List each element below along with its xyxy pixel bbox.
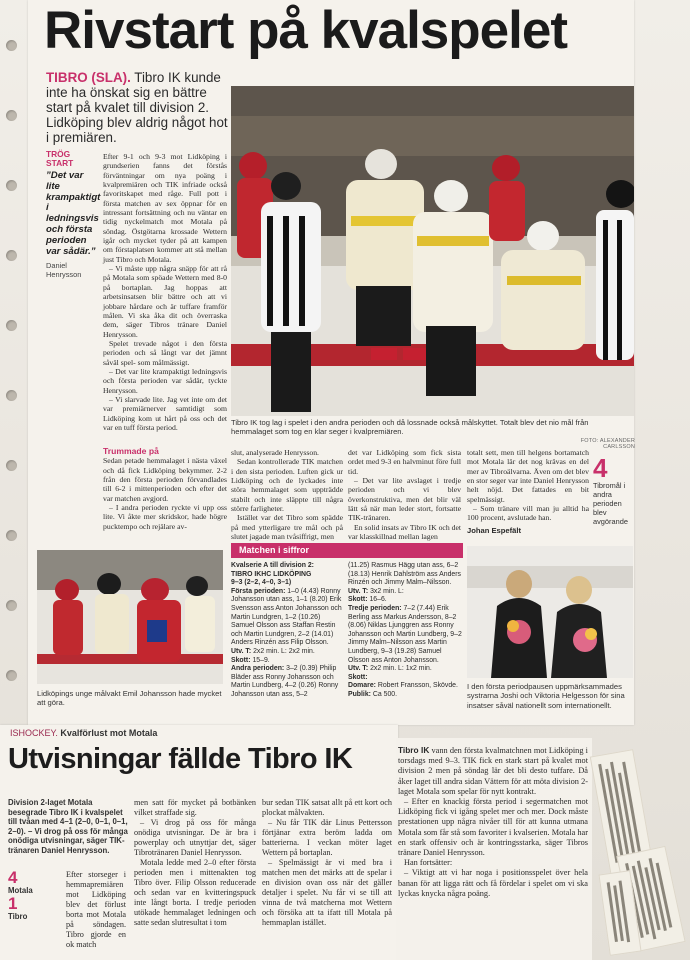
paragraph: Istället var det Tibro som spädde på med ytterligare tre mål och på slutet jagade man tvåsiffrigt, men [231,513,343,542]
fact-line: 9–3 (2–2, 4–0, 3–1) [231,579,292,587]
factbox-right-column [348,562,463,700]
article-column-1b [103,445,227,531]
second-column-2 [134,798,256,928]
binder-hole [6,180,17,191]
score-callout [8,870,58,922]
goalie-illustration [37,550,223,684]
paragraph: Han fortsätter: [404,858,453,868]
paragraph: Spelet trevade något i den första perioden och så långt var det jämnt såväl spel- som målmässigt. [103,338,227,367]
paragraph: – Spelmässigt är vi med bra i matchen men det märks att de spelar i en division ovan oss när det gäller detaljer i spelet. Nu får vi se till att vinna de två matcherna mot Wettern och försöka att ta ifatt till Motala på hemmaplan istället. [262,858,392,927]
pull-quote [46,149,101,280]
fact-line: Publik: Ca 500. [348,690,398,698]
article-column-3 [348,448,461,541]
binder-hole [6,600,17,611]
fact-line: Domare: Robert Fransson, Skövde. [348,682,458,690]
binder-hole [6,530,17,541]
article-column-2 [231,448,343,541]
lead-text: Tibro IK kunde inte ha önskat sig en bättre start på kvalet till division 2. Lidköping blev aldrig något hot i premiären. [46,70,228,145]
fact-line: Utv. T: 2x2 min. L: 2x2 min. [231,647,315,655]
paragraph: slut, analyserade Henrysson. [231,448,319,457]
third-article-text [398,745,588,899]
paragraph: – Nu får TIK där Linus Pettersson förtjänar extra beröm ladda om batterierna. I veckan möter laget Wettern på bortaplan. [262,818,392,857]
paragraph: – Det var lite avslaget i tredje perioden och vi blev överkonstruktiva, men det blir väl lätt så när man leder stort, fortsatte TIK-tränaren. [348,476,461,523]
fact-line: Utv. T: 3x2 min. L: [348,587,404,595]
fact-line: Tredje perioden: 7–2 (7.44) Erik Berling ass Markus Andersson, 8–2 (8.06) Niklas Ljunggren ass Ronny Johansson och Martin Lundberg, 9–2 Jimmy Malm–Nilsson ass Martin Lundberg, 9–3 (19.28) Samuel Olsson ass Anton Johansson. [348,604,462,664]
binder-hole [6,670,17,681]
paragraph: – Viktigt att vi har noga i positionsspelet över hela banan för att ligga rätt och få fördelar i spelet om vi ska lyckas knycka några poäng. [398,868,588,898]
article-column-4 [467,448,589,535]
paragraph: det var Lidköping som fick sista ordet med 9-3 en halvminut före full tid. [348,448,461,476]
section-subhead: Trummade på [103,446,159,456]
factbox-title: Matchen i siffror [231,543,463,558]
paragraph: – Som tränare vill man ju alltid ha 100 procent, avslutade han. [467,504,589,523]
article-author: Johan Espefält [467,525,522,535]
section-title: Kvalförlust mot Motala [57,728,158,738]
score-team: Motala [8,886,33,895]
binder-hole [6,390,17,401]
second-column-1 [66,870,126,950]
fact-line: Första perioden: 1–0 (4.43) Ronny Johansson utan ass, 1–1 (8.20) Erik Svensson ass Anton Johansson och Martin Lundgren, 1–2 (10.26) Samuel Olsson ass Staffan Restin och Martin Lundgren, 2–2 (14.01) Anders Rinzén ass Filip Olsson. [231,587,342,647]
paragraph: – Vi drog på oss för många onödiga utvisningar. De är bra i powerplay och utnyttjar det, säger Tibrotränaren Daniel Henrysson. [134,818,256,857]
fact-line: Utv. T: 2x2 min. L: 1x2 min. [348,665,432,673]
paragraph: Motala ledde med 2–0 efter första perioden men i mittenakten tog Tibro över. Filip Olsson reducerade och sedan var en kvitteringspuck inte långt borta. I tredje perioden utökade hemmalaget ledningen och satte sedan slutresultat i tom [134,858,256,927]
paragraph: – Det var lite krampaktigt ledningsvis och första perioden var sådär, tyckte Henrysson. [103,366,227,395]
goalie-photo-caption: Lidköpings unge målvakt Emil Johansson hade mycket att göra. [37,689,222,708]
article-headline: Rivstart på kvalspelet [44,1,567,60]
paragraph: – I andra perioden ryckte vi upp oss lite. Vi åkte mer skridskor, hade högre pucktempo och rejälare av- [103,503,227,531]
paragraph: – Vi slarvade lite. Jag vet inte om det var premiärnerver samtidigt som Lidköping kom ut hårt på oss och det var en tuff första period. [103,394,227,432]
goalie-photo [37,550,223,684]
paragraph: – Efter en knackig första period i segermatchen mot Lidköping fick vi igång spelet mer och mer. Dock måste prestationen upp några nivåer till för att kunna utmana Motala som får stå som favoriter i kvalserien. Motala har en stark offensiv och är kontringsstarka, säger Tibros tränare Daniel Henrysson. [398,797,588,858]
second-headline: Utvisningar fällde Tibro IK [8,743,353,775]
lead-dateline: TIBRO (SLA). [46,70,131,85]
fact-line: Kvalserie A till division 2: [231,562,314,569]
binder-hole [6,40,17,51]
second-intro: Division 2-laget Motala besegrade Tibro IK i kvalspelet till tvåan med 4–1 (2–0, 0–1, 0–1, 2–0). – Vi drog på oss för många onödiga utvisningar, säger TIK-tränaren Daniel Henrysson. [8,798,128,855]
sisters-photo [467,546,633,678]
score-value: 4 [8,868,18,887]
paragraph: totalt sett, men till helgens bortamatch mot Motala lär det nog krävas en del mer av Tibroälvarna. Även om det blev en stor seger var inte Daniel Henrysson helt nöjd. Det fattades en bit spelmässigt. [467,448,589,504]
match-factbox [231,543,463,715]
factbox-left-column [231,562,343,700]
stat-value: 4 [593,453,608,483]
fact-line: Skott: 16–6. [348,596,387,604]
binder-hole [6,320,17,331]
fact-line: TIBRO IKHC LIDKÖPING [231,570,312,578]
paragraph: En solid insats av Tibro IK och det var klasskillnad mellan lagen [348,522,461,542]
main-photo-credit: FOTO: ALEXANDER CARLSSON [580,438,635,450]
paragraph: Sedan petade hemmalaget i nästa växel och då fick Lidköping bekymmer. 2-2 från den första perioden förvandlades till 6-2 i mittenperioden och efter det var matchen avgjord. [103,456,227,503]
paragraph: men satt för mycket på botbänken vilket straffade sig. [134,798,256,817]
stat-callout [593,455,631,526]
sisters-illustration [467,546,633,678]
fact-line: (11.25) Rasmus Hägg utan ass, 6–2 (18.13) Henrik Dahlström ass Anders Rinzén och Jimmy Malm–Nilsson. [348,562,461,587]
hockey-players-illustration [231,86,634,416]
binder-hole [6,460,17,471]
section-name: ISHOCKEY. [10,728,58,738]
paragraph: Sedan kontrollerade TIK matchen i den sista perioden. Luften gick ur Lidköping och de lyckades inte störa hemmalaget som uppträdde stabilt och inte släppte till några större farligheter. [231,457,343,514]
pull-quote-byline: Daniel Henrysson [46,261,82,280]
binder-hole [6,250,17,261]
fact-line: Skott: [348,673,368,681]
paragraph: Tibro IK vann den första kvalmatchnen mot Lidköping i torsdags med 9–3. TIK fick en stark start på kvalet mot division 2 men på söndag lär det bli desto tuffare. Då åker laget till andra sidan Vättern för att möta division 2-laget Motala som spelar för nytt kontrakt. [398,745,588,796]
binder-hole [6,110,17,121]
second-column-3 [262,798,392,928]
fact-line: Andra perioden: 3–2 (0.39) Philip Bläder ass Ronny Johansson och Martin Lundberg, 4–2 (0.26) Ronny Johansson utan ass, 5–2 [231,665,339,698]
score-value: 1 [8,894,18,913]
paragraph: Efter storseger i hemmapremiären mot Lidköping blev det förlust borta mot Motala på söndagen. Tibro gjorde en ok match [66,870,126,949]
paragraph: – Vi måste upp några snäpp för att rå på Motala som spöade Wettern med 8-0 på bortaplan. Jag hoppas att arbetsinsatsen blir bättre och att vi jobbare hårdare och är tuffare framför målen. Vi ska åka dit och överraska dem, säger Tibros tränare Daniel Henrysson. [103,264,227,339]
pull-quote-kicker: TRÖG START [46,149,74,168]
paragraph: Efter 9-1 och 9-3 mot Lidköping i grundserien fanns det förstås förväntningar om nya poäng i kvalpremiären och TIK infriade också favoritskapet med råge. Full pott i första matchen av sex öppnar för en intressant fortsättning och nu väntar en tidig nyckelmatch mot Motala på söndag. Östgötarna krossade Wettern igår och mycket tyder på att kampen om förstaplatsen kommer att stå mellan just Tibro och Motala. [103,152,227,264]
sisters-photo-caption: I den första periodpausen uppmärksammades systrarna Joshi och Viktoria Helgesson för sina insatser såväl nationellt som internationellt. [467,682,625,710]
fact-line: Skott: 15–9. [231,656,270,664]
stat-text: Tibromål i andra perioden blev avgörande [593,481,628,526]
main-photo-caption: Tibro IK tog lag i spelet i den andra perioden och då lossnade också målskyttet. Totalt blev det nio mål från hemmalaget som tog en klar seger i kvalpremiären. [231,418,589,437]
main-hockey-photo [231,86,634,416]
article-lead [46,70,228,145]
paragraph: bur sedan TIK satsat allt på ett kort och plockat målvakten. [262,798,392,817]
article-column-1 [103,152,227,432]
section-tag [10,728,157,738]
score-team: Tibro [8,912,28,921]
pull-quote-text: ”Det var lite krampaktigt i ledningsvis och första perioden var sådär.” [46,170,101,257]
